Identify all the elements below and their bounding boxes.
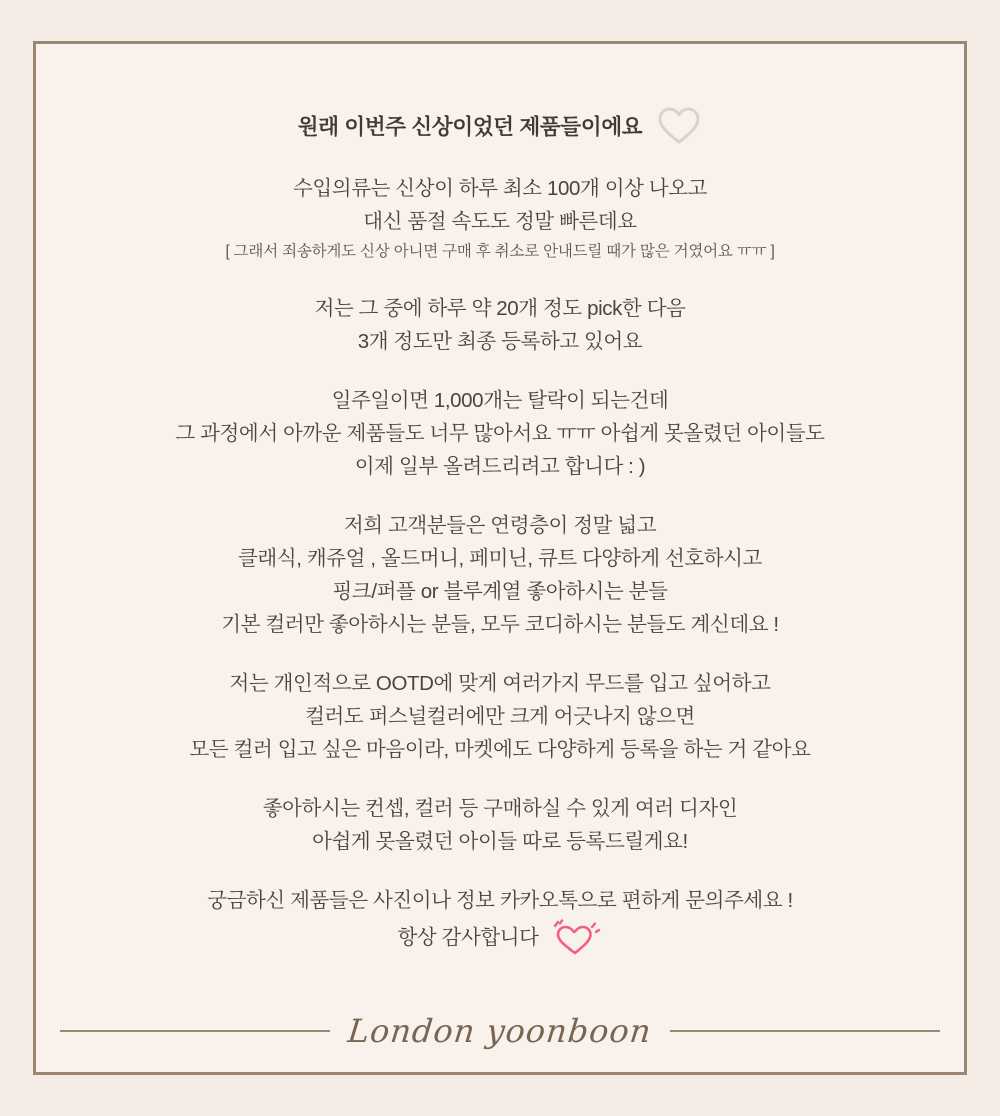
text-line: 클래식, 캐쥬얼 , 올드머니, 페미닌, 큐트 다양하게 선호하시고	[238, 547, 762, 570]
notice-card	[33, 41, 967, 1075]
divider-right	[670, 1030, 940, 1032]
text-line: 핑크/퍼플 or 블루계열 좋아하시는 분들	[332, 580, 668, 603]
paragraph-1	[76, 172, 924, 266]
text-line: 일주일이면 1,000개는 탈락이 되는건데	[331, 389, 669, 412]
paragraph-3	[76, 384, 924, 483]
paragraph-4	[76, 509, 924, 641]
notice-body	[36, 44, 964, 1072]
heart-sketch-pink-icon	[547, 919, 603, 959]
thanks-line	[76, 917, 924, 957]
thanks-text: 항상 감사합니다	[397, 925, 539, 949]
text-line: 저는 개인적으로 OOTD에 맞게 여러가지 무드를 입고 싶어하고	[229, 672, 771, 695]
text-line: 궁금하신 제품들은 사진이나 정보 카카오톡으로 편하게 문의주세요 !	[207, 889, 793, 912]
text-line: 컬러도 퍼스널컬러에만 크게 어긋나지 않으면	[305, 705, 695, 728]
paragraph-6	[76, 792, 924, 858]
text-line: 수입의류는 신상이 하루 최소 100개 이상 나오고	[292, 177, 708, 200]
text-line: 기본 컬러만 좋아하시는 분들, 모두 코디하시는 분들도 계신데요 !	[221, 613, 779, 636]
text-line: 아쉽게 못올렸던 아이들 따로 등록드릴게요!	[312, 830, 688, 853]
text-line: 좋아하시는 컨셉, 컬러 등 구매하실 수 있게 여러 디자인	[262, 797, 738, 820]
divider-left	[60, 1030, 330, 1032]
paragraph-5	[76, 667, 924, 766]
notice-header	[76, 104, 924, 146]
text-note: [ 그래서 죄송하게도 신상 아니면 구매 후 취소로 안내드릴 때가 많은 거였어요 ㅠㅠ ]	[225, 243, 775, 260]
text-line: 모든 컬러 입고 싶은 마음이라, 마켓에도 다양하게 등록을 하는 거 같아요	[189, 738, 811, 761]
heart-outline-icon	[656, 104, 702, 146]
text-line: 3개 정도만 최종 등록하고 있어요	[357, 330, 643, 353]
footer-signature	[36, 1012, 964, 1050]
brand-signature: London yoonboon	[346, 1012, 654, 1050]
text-line: 대신 품절 속도도 정말 빠른데요	[363, 210, 637, 233]
text-line: 이제 일부 올려드리려고 합니다 : )	[354, 455, 646, 478]
page-title: 원래 이번주 신상이었던 제품들이에요	[297, 114, 643, 139]
text-line: 그 과정에서 아까운 제품들도 너무 많아서요 ㅠㅠ 아쉽게 못올렸던 아이들도	[175, 422, 825, 445]
text-line: 저희 고객분들은 연령층이 정말 넓고	[343, 514, 657, 537]
paragraph-7	[76, 884, 924, 957]
text-line: 저는 그 중에 하루 약 20개 정도 pick한 다음	[314, 297, 686, 320]
paragraph-2	[76, 292, 924, 358]
